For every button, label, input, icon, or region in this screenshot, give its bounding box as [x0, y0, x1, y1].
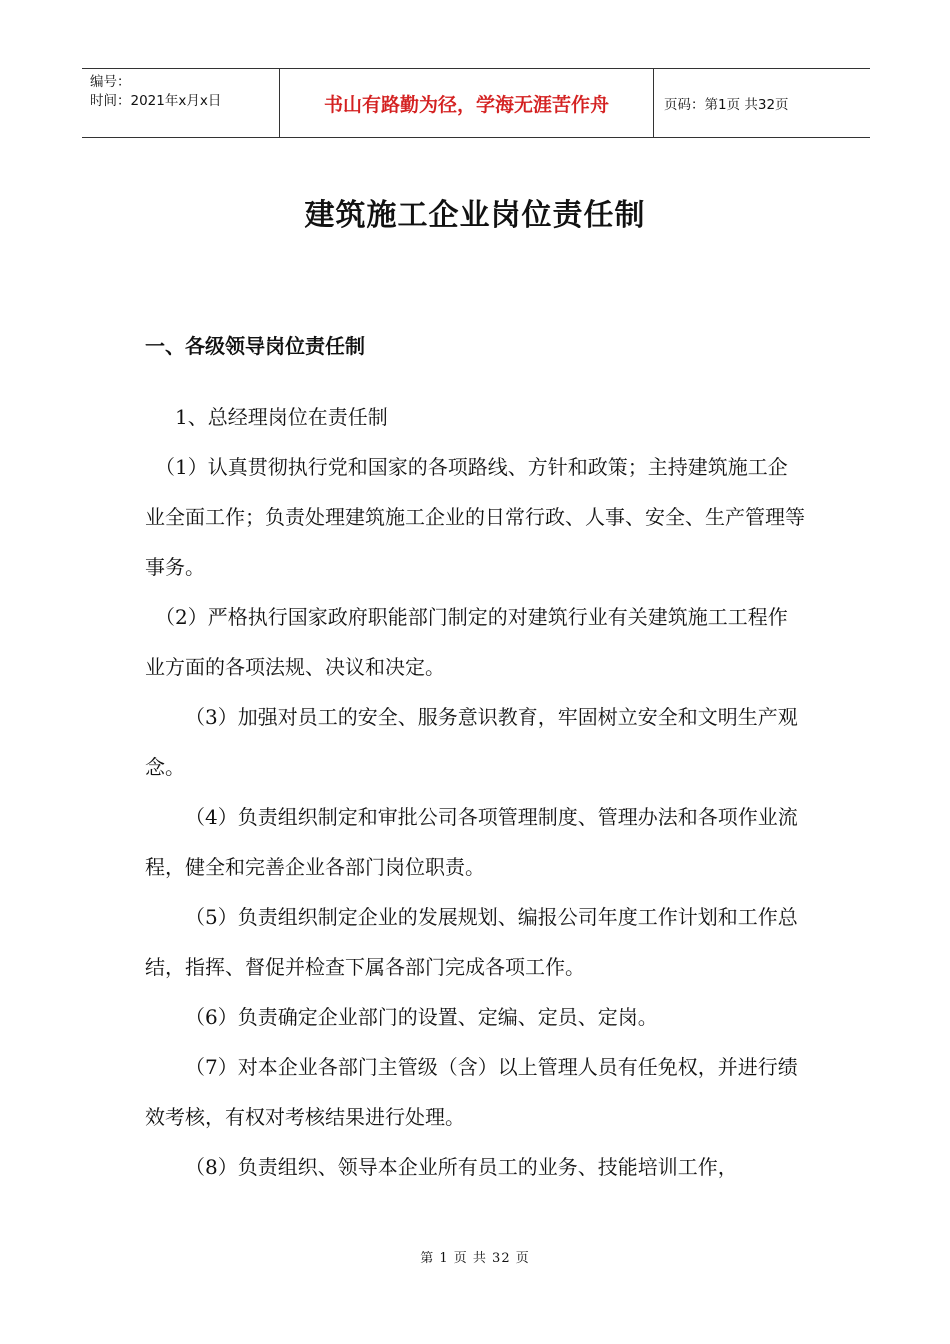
paragraph: （2）严格执行国家政府职能部门制定的对建筑行业有关建筑施工工程作业方面的各项法规、决议和决定。	[145, 605, 788, 679]
paragraph: （1）认真贯彻执行党和国家的各项路线、方针和政策；主持建筑施工企业全面工作；负责处理建筑施工企业的日常行政、人事、安全、生产管理等事务。	[145, 455, 805, 579]
paragraph: （5）负责组织制定企业的发展规划、编报公司年度工作计划和工作总结，指挥、督促并检查下属各部门完成各项工作。	[145, 905, 798, 979]
header-motto: 书山有路勤为径，学海无涯苦作舟	[280, 69, 654, 137]
paragraph: （4）负责组织制定和审批公司各项管理制度、管理办法和各项作业流程，健全和完善企业各部门岗位职责。	[145, 805, 798, 879]
document-title: 建筑施工企业岗位责任制	[304, 198, 646, 233]
time-label: 时间：2021年x月x日	[90, 93, 222, 109]
number-label: 编号：	[90, 74, 131, 90]
subheading: 1、总经理岗位在责任制	[175, 405, 388, 429]
document-header	[82, 68, 870, 138]
section-heading: 一、各级领导岗位责任制	[145, 334, 365, 358]
header-meta	[82, 69, 280, 137]
page-footer: 第 1 页 共 32 页	[420, 1251, 530, 1266]
paragraph: （3）加强对员工的安全、服务意识教育，牢固树立安全和文明生产观念。	[145, 705, 798, 779]
body-text	[145, 392, 807, 1192]
paragraph: （8）负责组织、领导本企业所有员工的业务、技能培训工作，	[185, 1155, 738, 1179]
header-page-info: 页码：第1页 共32页	[664, 97, 789, 113]
paragraph: （6）负责确定企业部门的设置、定编、定员、定岗。	[185, 1005, 658, 1029]
paragraph: （7）对本企业各部门主管级（含）以上管理人员有任免权，并进行绩效考核，有权对考核结果进行处理。	[145, 1055, 798, 1129]
